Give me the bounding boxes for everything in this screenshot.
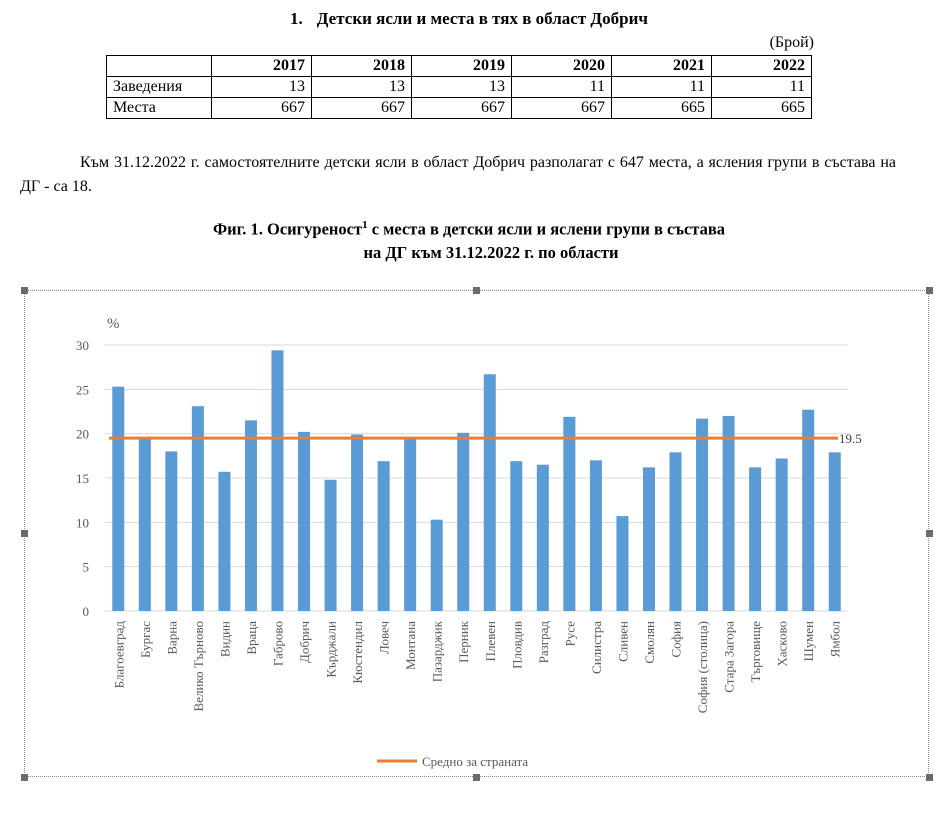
x-tick-label: Стара Загора (721, 621, 737, 693)
bar (643, 467, 655, 611)
table-header-year: 2022 (712, 56, 812, 77)
bar (829, 452, 841, 611)
y-tick-label: 30 (76, 338, 89, 353)
bar (696, 419, 708, 611)
table-cell: 11 (612, 77, 712, 98)
bar (670, 452, 682, 611)
x-tick-label: Ловеч (376, 621, 392, 655)
body-paragraph (20, 151, 896, 199)
x-tick-label: Пловдив (509, 621, 525, 669)
table-cell: 667 (212, 98, 312, 119)
bar (749, 467, 761, 611)
bar (112, 387, 124, 611)
table-cell: 665 (712, 98, 812, 119)
table-cell: 665 (612, 98, 712, 119)
x-tick-label: Силистра (588, 621, 604, 674)
y-tick-label: 25 (76, 382, 89, 398)
table-cell: 13 (212, 77, 312, 98)
resize-handle[interactable] (473, 287, 480, 294)
x-tick-label: Хасково (774, 621, 790, 667)
bar (139, 438, 151, 611)
resize-handle[interactable] (21, 774, 28, 781)
x-tick-label: Перник (456, 621, 472, 663)
figure-title-line1 (0, 219, 938, 240)
section-title (0, 9, 938, 29)
table-unit: (Брой) (769, 34, 814, 51)
x-tick-label: Монтана (403, 621, 419, 671)
section-title-text: Детски ясли и места в тях в област Добрич (316, 9, 648, 28)
bar (298, 432, 310, 611)
bar (218, 472, 230, 611)
x-tick-label: Шумен (801, 621, 817, 662)
table-cell: 667 (512, 98, 612, 119)
bar-chart (25, 291, 928, 776)
figure-title-text-rest: с места в детски ясли и яслени групи в състава (367, 219, 726, 239)
x-tick-label: Добрич (297, 621, 313, 663)
table-cell: 667 (412, 98, 512, 119)
x-tick-label: Смолян (641, 621, 657, 664)
table-row (107, 98, 812, 119)
bar (325, 480, 337, 611)
bar (431, 520, 443, 611)
x-tick-label: Варна (164, 621, 180, 655)
resize-handle[interactable] (926, 774, 933, 781)
figure-footnote-mark: 1 (362, 219, 368, 231)
x-tick-label: Габрово (270, 621, 286, 667)
bar (271, 350, 283, 611)
resize-handle[interactable] (926, 287, 933, 294)
x-tick-label: Бургас (137, 621, 153, 659)
table-header-year: 2018 (312, 56, 412, 77)
table-cell: 11 (712, 77, 812, 98)
y-tick-label: 20 (76, 426, 89, 442)
x-tick-label: Търговище (748, 621, 764, 683)
x-tick-label: София (столица) (695, 621, 711, 714)
nurseries-table (106, 55, 812, 119)
x-tick-label: Кърджали (323, 621, 339, 678)
y-tick-label: 5 (82, 559, 89, 575)
x-tick-label: Велико Търново (190, 621, 206, 712)
figure-title-line2: на ДГ към 31.12.2022 г. по области (363, 243, 619, 262)
x-tick-label: Кюстендил (350, 621, 366, 684)
table-header-year: 2017 (212, 56, 312, 77)
y-tick-label: 0 (82, 604, 89, 619)
x-tick-label: Пазарджик (429, 621, 445, 683)
bar (245, 420, 257, 611)
chart-frame[interactable] (24, 290, 929, 777)
bar (563, 417, 575, 611)
table-row (107, 77, 812, 98)
x-tick-label: Разград (535, 621, 551, 664)
x-tick-label: Русе (562, 621, 578, 647)
x-tick-label: Сливен (615, 621, 631, 662)
bar (165, 451, 177, 611)
bar (351, 435, 363, 611)
table-cell: 13 (412, 77, 512, 98)
resize-handle[interactable] (21, 287, 28, 294)
x-tick-label: Плевен (482, 621, 498, 662)
table-cell: 13 (312, 77, 412, 98)
table-row-label: Заведения (107, 77, 212, 98)
table-header-year: 2021 (612, 56, 712, 77)
bar (590, 460, 602, 611)
bar (457, 433, 469, 611)
bar (537, 465, 549, 611)
body-paragraph-text: Към 31.12.2022 г. самостоятелните детски ясли в област Добрич разполагат с 647 места, а ясления групи в състава на ДГ - са 18. (20, 154, 896, 195)
bar (378, 461, 390, 611)
bar (723, 416, 735, 611)
resize-handle[interactable] (473, 774, 480, 781)
bar (510, 461, 522, 611)
legend-label: Средно за страната (422, 754, 529, 769)
average-value-label: 19.5 (839, 431, 862, 447)
x-tick-label: Ямбол (827, 621, 843, 658)
resize-handle[interactable] (21, 530, 28, 537)
y-tick-label: 15 (76, 471, 89, 486)
bar (484, 374, 496, 611)
table-header-row (107, 56, 812, 77)
table-row-label: Места (107, 98, 212, 119)
x-tick-label: Видин (217, 621, 233, 658)
table-header-year: 2020 (512, 56, 612, 77)
y-tick-label: 10 (76, 515, 89, 531)
table-cell: 667 (312, 98, 412, 119)
y-axis-label: % (107, 316, 120, 332)
x-tick-label: София (668, 621, 684, 658)
table-cell: 11 (512, 77, 612, 98)
table-header-year: 2019 (412, 56, 512, 77)
figure-title-text: Фиг. 1. Осигуреност (212, 219, 363, 239)
resize-handle[interactable] (926, 530, 933, 537)
bar (776, 458, 788, 611)
table-corner-cell (107, 56, 212, 77)
bar (802, 410, 814, 611)
section-number: 1. (290, 9, 303, 28)
bar (616, 516, 628, 611)
bar (404, 439, 416, 611)
x-tick-label: Благоевград (111, 621, 127, 689)
x-tick-label: Враца (243, 621, 259, 655)
